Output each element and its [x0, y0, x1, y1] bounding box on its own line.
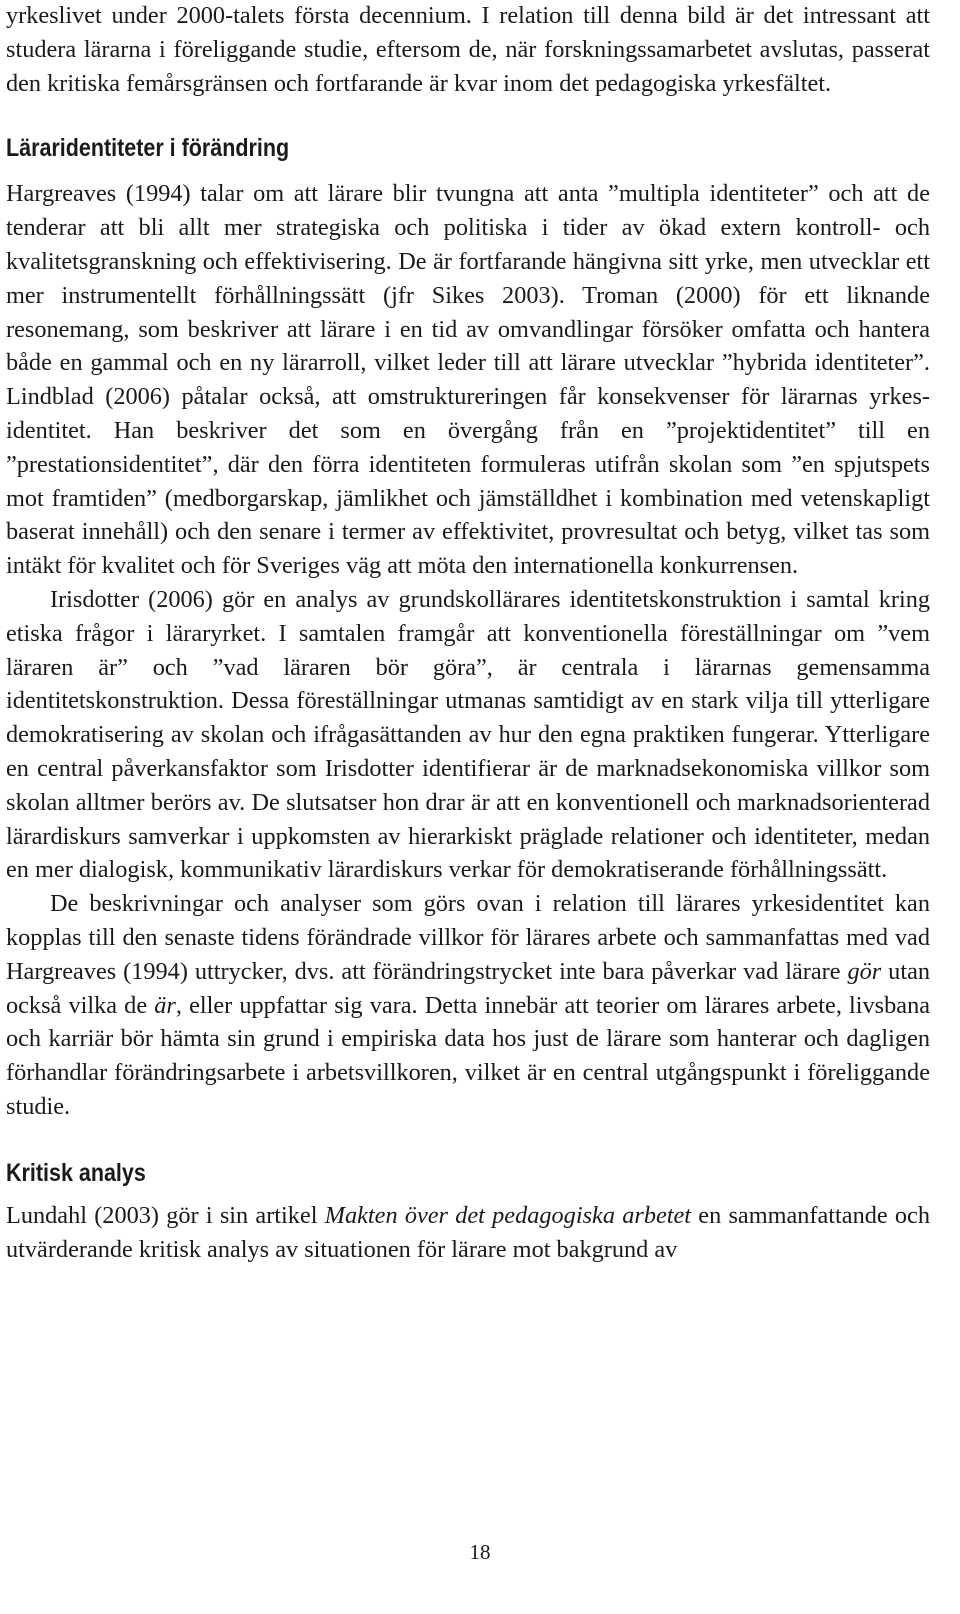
paragraph-hargreaves: [6, 177, 930, 583]
page-number: 18: [469, 1540, 491, 1564]
text-run: Hargreaves (1994) talar om att lärare blir tvungna att anta ”multipla identiteter” och att de tenderar att bli allt mer strategiska och politiska i tider av ökad extern kontroll- och kvalitetsgranskning och effektivisering. De är fortfarande hängivna sitt yrke, men utvecklar ett mer instrumentellt förhållningssätt (jfr Sikes 2003). Troman (2000) för ett liknande resonemang, som beskriver att lärare i en tid av omvandlingar försöker omfatta och hantera både en gammal och en ny lärarroll, vilket leder till att lärare utvecklar ”hybrida identiteter”. Lindblad (2006) påtalar också, att omstruktureringen får konsekvenser för lärarnas yrkesidentitet. Han beskriver det som en övergång från en ”projektidentitet” till en ”prestationsidentitet”, där den förra identiteten formuleras utifrån skolan som ”en spjutspets mot framtiden” (medborgarskap, jämlikhet och jämställdhet i kombination med vetenskapligt baserat innehåll) och den senare i termer av effektivitet, provresultat och betyg, vilket tas som intäkt för kvalitet och för Sveriges väg att möta den internationella konkurrensen.: [6, 180, 930, 580]
paragraph-lundahl: [6, 1199, 930, 1267]
italic-text-run: gör: [847, 957, 882, 985]
text-run: Irisdotter (2006) gör en analys av grundskollärares identitetskonstruktion i samtal kring etiska frågor i läraryrket. I samtalen framgår att konventionella föreställningar om ”vem läraren är” och ”vad läraren bör göra”, är centrala i lärarnas gemensamma identitetskonstruktion. Dessa föreställningar utmanas samtidigt av en stark vilja till ytterligare demokratisering av skolan och ifrågasättanden av hur den egna praktiken fungerar. Ytterligare en central påverkansfaktor som Irisdotter identifierar är de marknadsekonomiska villkor som skolan alltmer berörs av. De slutsatser hon drar är att en konventionell och marknadsorienterad lärardiskurs samverkar i uppkomsten av hierarkiskt präglade relationer och identiteter, medan en mer dialogisk, kommunikativ lärardiskurs verkar för demokratiserande förhållningssätt.: [6, 585, 930, 884]
italic-text-run: Makten över det pedagogiska arbetet: [324, 1201, 692, 1229]
paragraph-irisdotter: [6, 583, 930, 887]
text-run: Lundahl (2003) gör i sin artikel: [6, 1201, 325, 1229]
paragraph-beskrivningar: [6, 887, 930, 1124]
document-page: [6, 0, 930, 1266]
section-heading-kritisk-analys: Kritisk analys: [6, 1158, 146, 1187]
section-heading-lararidentiteter: Läraridentiteter i förändring: [6, 134, 290, 163]
text-run: utan också vilka de: [6, 957, 931, 1019]
intro-paragraph: yrkeslivet under 2000-talets första decennium. I relation till denna bild är det intressant att studera lärarna i föreliggande studie, eftersom de, när forskningssamarbetet avslutas, passerat den kritiska femårsgränsen och fortfarande är kvar inom det pedagogiska yrkesfältet.: [6, 2, 930, 97]
italic-text-run: är: [154, 991, 176, 1019]
text-run: De beskrivningar och analyser som görs ovan i relation till lärares yrkesidentitet kan kopplas till den senaste tidens förändrade villkor för lärares arbete och sammanfattas med vad Hargreaves (1994) uttrycker, dvs. att förändringstrycket inte bara påverkar vad lärare: [6, 890, 930, 985]
text-run: , eller uppfattar sig vara. Detta innebär att teorier om lärares arbete, livsbana och karriär bör hämta sin grund i empiriska data hos just de lärare som hanterar och dagligen förhandlar förändringsarbete i arbetsvillkoren, vilket är en central utgångspunkt i föreliggande studie.: [6, 991, 930, 1120]
text-run: en sammanfattande och utvärderande kritisk analys av situationen för lärare mot bakgrund av: [6, 1201, 930, 1263]
